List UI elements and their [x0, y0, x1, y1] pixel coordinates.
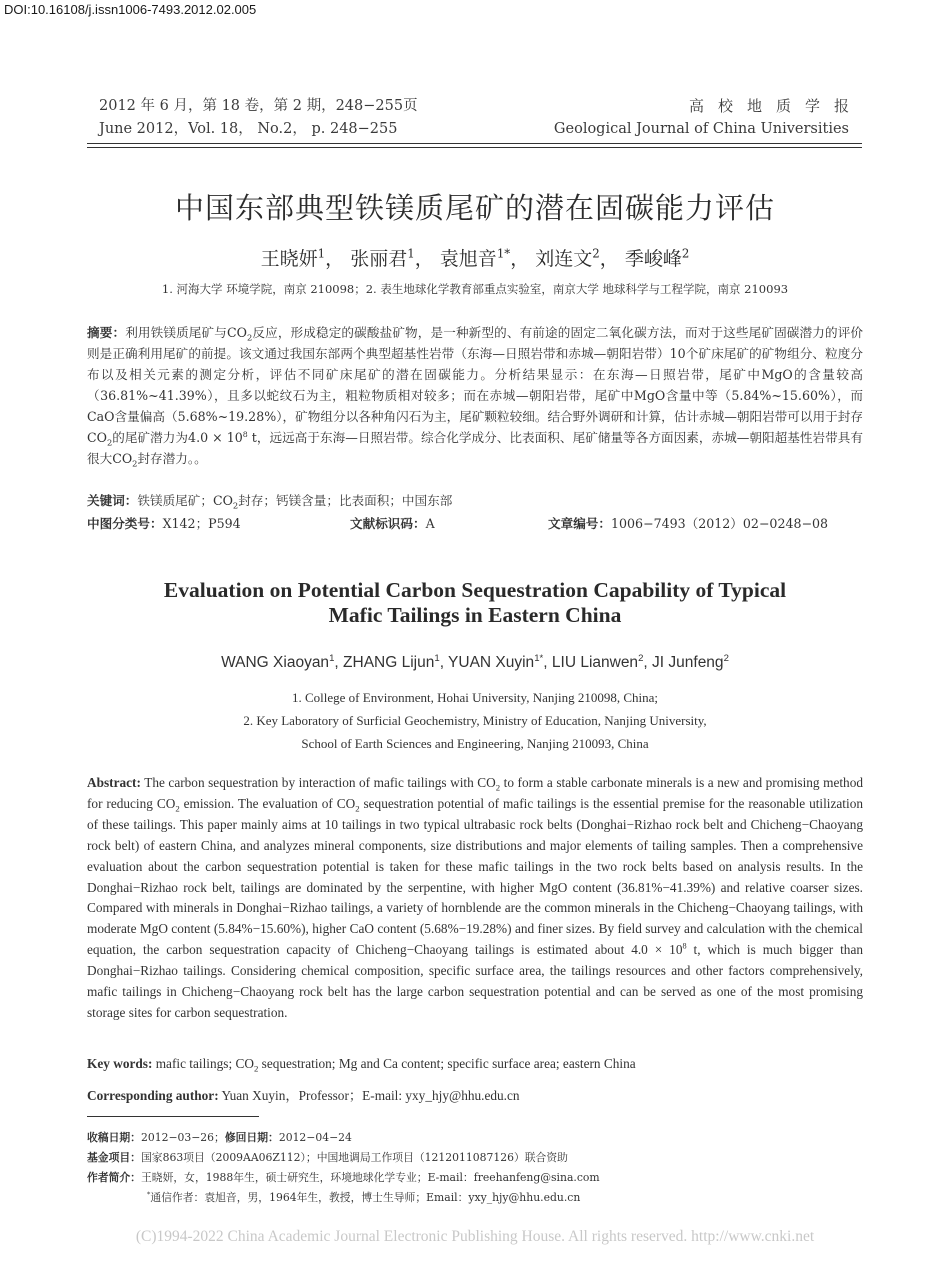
header-rule-thin [87, 147, 862, 148]
doi-label: DOI:10.16108/j.issn1006-7493.2012.02.005 [4, 2, 257, 17]
issue-info-cn: 2012 年 6 月，第 18 卷，第 2 期，248−255页 [99, 98, 418, 114]
abstract-en-label: Abstract: [87, 775, 141, 790]
title-en: Evaluation on Potential Carbon Sequestration Capability of Typical Mafic Tailings in Eastern China [163, 578, 787, 627]
abstract-cn: 摘要：利用铁镁质尾矿与$CO_2$反应，形成稳定的碳酸盐矿物，是一种新型的、有前途的固定二氧化碳方法，而对于这些尾矿固碳潜力的评价则是正确利用尾矿的前提。该文通过我国东部两个典型超基性岩带（东海—日照岩带和赤城—朝阳岩带）10个矿床尾矿的矿物组分、粒度分布以及相关元素的测定分析，评估不同矿床尾矿的潜在固碳能力。分析结果显示：在东海—日照岩带，尾矿中MgO的含量较高（36.81%~41.39%），且多以蛇纹石为主，粗粒物质相对较多；而在赤城—朝阳岩带，尾矿中MgO含量中等（5.84%~15.60%），而CaO含量偏高（5.68%~19.28%），矿物组分以各种角闪石为主，尾矿颗粒较细。结合野外调研和计算，估计赤城—朝阳岩带可以用于封存$CO_2$的尾矿潜力为$4.0 \times 10^8$ t，远远高于东海—日照岩带。综合化学成分、比表面积、尾矿储量等各方面因素，赤城—朝阳超基性岩带具有很大$CO_2$封存潜力。。 [87, 325, 864, 469]
corresponding-author-label: Corresponding author: [87, 1088, 219, 1103]
author-cn: 王晓妍$^1$， [260, 246, 345, 270]
affiliation-en: 1. College of Environment, Hohai University, Nanjing 210098, China; 2. Key Laboratory of Surficial Geochemistry, Ministry of Education, Nanjing University, School of Earth Sciences and Engineering, Nanjing 210093, China [243, 690, 707, 751]
clc-number: 中图分类号：X142；P594 [87, 516, 241, 531]
journal-name-en: Geological Journal of China Universities [553, 121, 849, 137]
journal-name [553, 95, 863, 141]
author-cn: 刘连文$^2$， [535, 246, 619, 270]
footnote-dates: 收稿日期：2012−03−26；修回日期：2012−04−24 [87, 1131, 352, 1144]
header-rule-thick [87, 143, 862, 144]
author-en: ZHANG Lijun$^1$, [343, 652, 449, 671]
article-number: 文章编号：1006−7493（2012）02−0248−08 [548, 516, 829, 531]
keywords-cn-label: 关键词： [87, 493, 138, 508]
footnotes [87, 1128, 863, 1208]
author-cn: 张丽君$^1$， [350, 246, 434, 270]
keywords-cn: 关键词：铁镁质尾矿；$CO_2$封存；钙镁含量；比表面积；中国东部 [87, 493, 453, 511]
keywords-en: Key words: mafic tailings; $CO_2$ sequestration; Mg and Ca content; specific surface area; eastern China [87, 1056, 636, 1074]
issue-info-en: June 2012，Vol. 18， No.2， p. 248−255 [99, 121, 398, 137]
authors-cn [0, 244, 950, 271]
issue-info [99, 95, 418, 141]
author-en: YUAN Xuyin$^{1*}$, [448, 652, 552, 671]
author-cn: 袁旭音$^{1*}$， [439, 246, 530, 270]
footnote-author: 作者简介：王晓妍，女，1988年生，硕士研究生，环境地球化学专业；E-mail：freehanfeng@sina.com [87, 1171, 600, 1184]
affiliation-cn: 1. 河海大学 环境学院，南京 210098；2. 表生地球化学教育部重点实验室，南京大学 地球科学与工程学院，南京 210093 [161, 282, 789, 296]
abstract-en: Abstract: The carbon sequestration by interaction of mafic tailings with $CO_2$ to form a stable carbonate minerals is a new and promising method for reducing $CO_2$ emission. The evaluation of $CO_2$ sequestration potential of mafic tailings is the essential premise for the reasonable utilization of these tailings. This paper mainly aims at 10 tailings in two typical ultrabasic rock belts (Donghai−Rizhao rock belt and Chicheng−Chaoyang rock belt) of eastern China, and analyzes mineral components, size distributions and major elements of tailing samples. Then a comprehensive evaluation about the carbon sequestration potential is taken for these mafic tailings in the two rock belts based on analysis results. In the Donghai−Rizhao rock belt, tailings are dominated by the serpentine, with higher MgO content (36.81%−41.39%) and relative coarser sizes. Compared with minerals in Donghai−Rizhao tailings, a variety of hornblende are the common minerals in the Chicheng−Chaoyang tailings, with moderate MgO content (5.84%−15.60%), higher CaO content (5.68%−19.28%) and finer sizes. By field survey and calculation with the chemical equation, the carbon sequestration capacity of Chicheng−Chaoyang tailings is estimated about $4.0 \times 10^8$ t, which is much bigger than Donghai−Rizhao tailings. Considering chemical composition, specific surface area, the tailings resources and other factors comprehensively, mafic tailings in Chicheng−Chaoyang rock belt has the large carbon sequestration potential and can be served as one of the most promising storage sites for carbon sequestration. [87, 775, 863, 1020]
title-cn: 中国东部典型铁镁质尾矿的潜在固碳能力评估 [174, 191, 775, 225]
footnote-rule [87, 1116, 259, 1117]
author-en: LIU Lianwen$^2$, [551, 652, 653, 671]
keywords-en-label: Key words: [87, 1056, 153, 1071]
author-en: WANG Xiaoyan$^1$, [221, 652, 344, 671]
authors-en [0, 654, 950, 672]
author-cn: 季峻峰$^2$ [624, 246, 690, 270]
footnote-corresponding: *通信作者：袁旭音，男，1964年生，教授，博士生导师；Email：yxy_hjy@hhu.edu.cn [147, 1190, 581, 1204]
author-en: JI Junfeng$^2$ [652, 652, 729, 671]
document-code: 文献标识码：A [350, 516, 435, 531]
footnote-fund: 基金项目：国家863项目（2009AA06Z112）；中国地调局工作项目（1212011087126）联合资助 [87, 1151, 568, 1164]
copyright-watermark: (C)1994-2022 China Academic Journal Electronic Publishing House. All rights reserved. http://www.cnki.net [135, 1228, 815, 1245]
journal-name-cn: 高校地质学报 [688, 97, 863, 115]
corresponding-author-en: Corresponding author: Yuan Xuyin，Professor；E-mail: yxy_hjy@hhu.edu.cn [87, 1088, 520, 1103]
abstract-cn-label: 摘要： [87, 325, 126, 340]
